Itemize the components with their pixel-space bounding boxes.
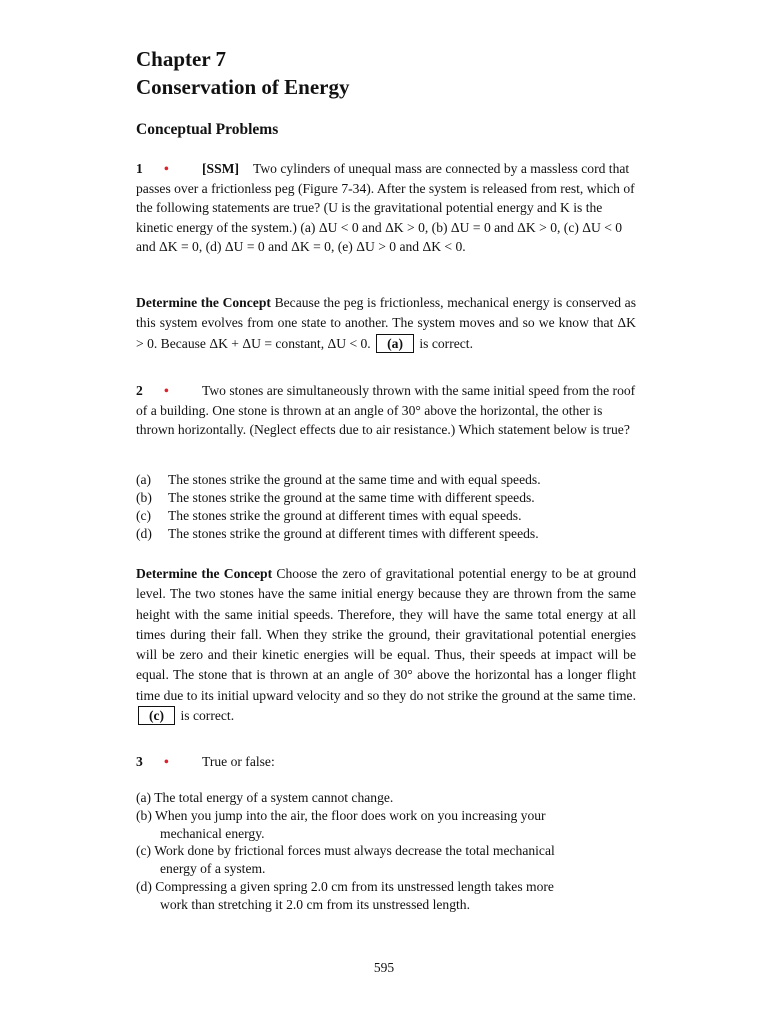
tf-item-c: (c) Work done by frictional forces must always decrease the total mechanical energy of a system.	[136, 843, 555, 877]
problem-2	[136, 381, 636, 440]
solution-label: Determine the Concept	[136, 566, 273, 581]
option-c: (c) The stones strike the ground at different times with equal speeds.	[136, 508, 522, 523]
option-d: (d) The stones strike the ground at different times with different speeds.	[136, 526, 539, 541]
chapter-heading: Chapter 7	[136, 47, 227, 71]
problem-number: 3	[136, 754, 143, 769]
solution-text: Because the peg is frictionless, mechanical energy is conserved as this system evolves from one state to another. The system moves and so we know that ΔK > 0. Because ΔK + ΔU = constant, ΔU < 0.	[136, 295, 636, 351]
difficulty-dot: •	[164, 383, 169, 398]
problem-2-options	[136, 471, 636, 543]
ssm-tag: [SSM]	[202, 161, 240, 176]
difficulty-dot: •	[164, 161, 169, 176]
difficulty-dot: •	[164, 754, 169, 769]
problem-3-items	[136, 789, 636, 914]
chapter-title: Conservation of Energy	[136, 75, 350, 99]
answer-suffix: is correct.	[419, 335, 473, 351]
problem-1-solution	[136, 293, 636, 354]
answer-box: (c)	[138, 706, 175, 725]
solution-text: Choose the zero of gravitational potential energy to be at ground level. The two stones have the same initial energy because they are thrown from the same height with the same initial speeds. Therefore, they will have the same total energy at all times during their fall. When they strike the ground, their gravitational potential energies will be zero and their kinetic energies will be equal. Thus, their speeds at impact will be equal. The stone that is thrown at an angle of 30° above the horizontal has a longer flight time due to its initial upward velocity and so they do not strike the ground at the same time.	[136, 566, 636, 703]
option-b: (b) The stones strike the ground at the same time with different speeds.	[136, 490, 535, 505]
answer-suffix: is correct.	[180, 708, 235, 724]
problem-number: 1	[136, 161, 143, 176]
tf-item-d: (d) Compressing a given spring 2.0 cm from its unstressed length takes more work than stretching it 2.0 cm from its unstressed length.	[136, 878, 554, 912]
problem-text: True or false:	[202, 754, 275, 769]
problem-text: Two stones are simultaneously thrown with the same initial speed from the roof of a building. One stone is thrown at an angle of 30° above the horizontal, the other is thrown horizontally. (Neglect effects due to air resistance.) Which statement below is true?	[136, 383, 636, 437]
problem-number: 2	[136, 383, 143, 398]
option-a: (a) The stones strike the ground at the same time and with equal speeds.	[136, 472, 541, 487]
problem-text: Two cylinders of unequal mass are connected by a massless cord that passes over a frictionless peg (Figure 7-34). After the system is released from rest, which of the following statements are true? (U is the gravitational potential energy and K is the kinetic energy of the system.) (a) ΔU < 0 and ΔK > 0, (b) ΔU = 0 and ΔK > 0, (c) ΔU < 0 and ΔK = 0, (d) ΔU = 0 and ΔK = 0, (e) ΔU > 0 and ΔK < 0.	[136, 161, 635, 254]
page-number: 595	[373, 960, 395, 975]
answer-box: (a)	[376, 334, 414, 353]
tf-item-a: (a) The total energy of a system cannot change.	[136, 790, 394, 805]
section-heading: Conceptual Problems	[136, 121, 279, 138]
problem-3	[136, 752, 636, 772]
tf-item-b: (b) When you jump into the air, the floor does work on you increasing your mechanical energy.	[136, 807, 546, 841]
problem-1	[136, 159, 636, 257]
problem-2-solution	[136, 564, 636, 726]
solution-label: Determine the Concept	[136, 295, 271, 310]
